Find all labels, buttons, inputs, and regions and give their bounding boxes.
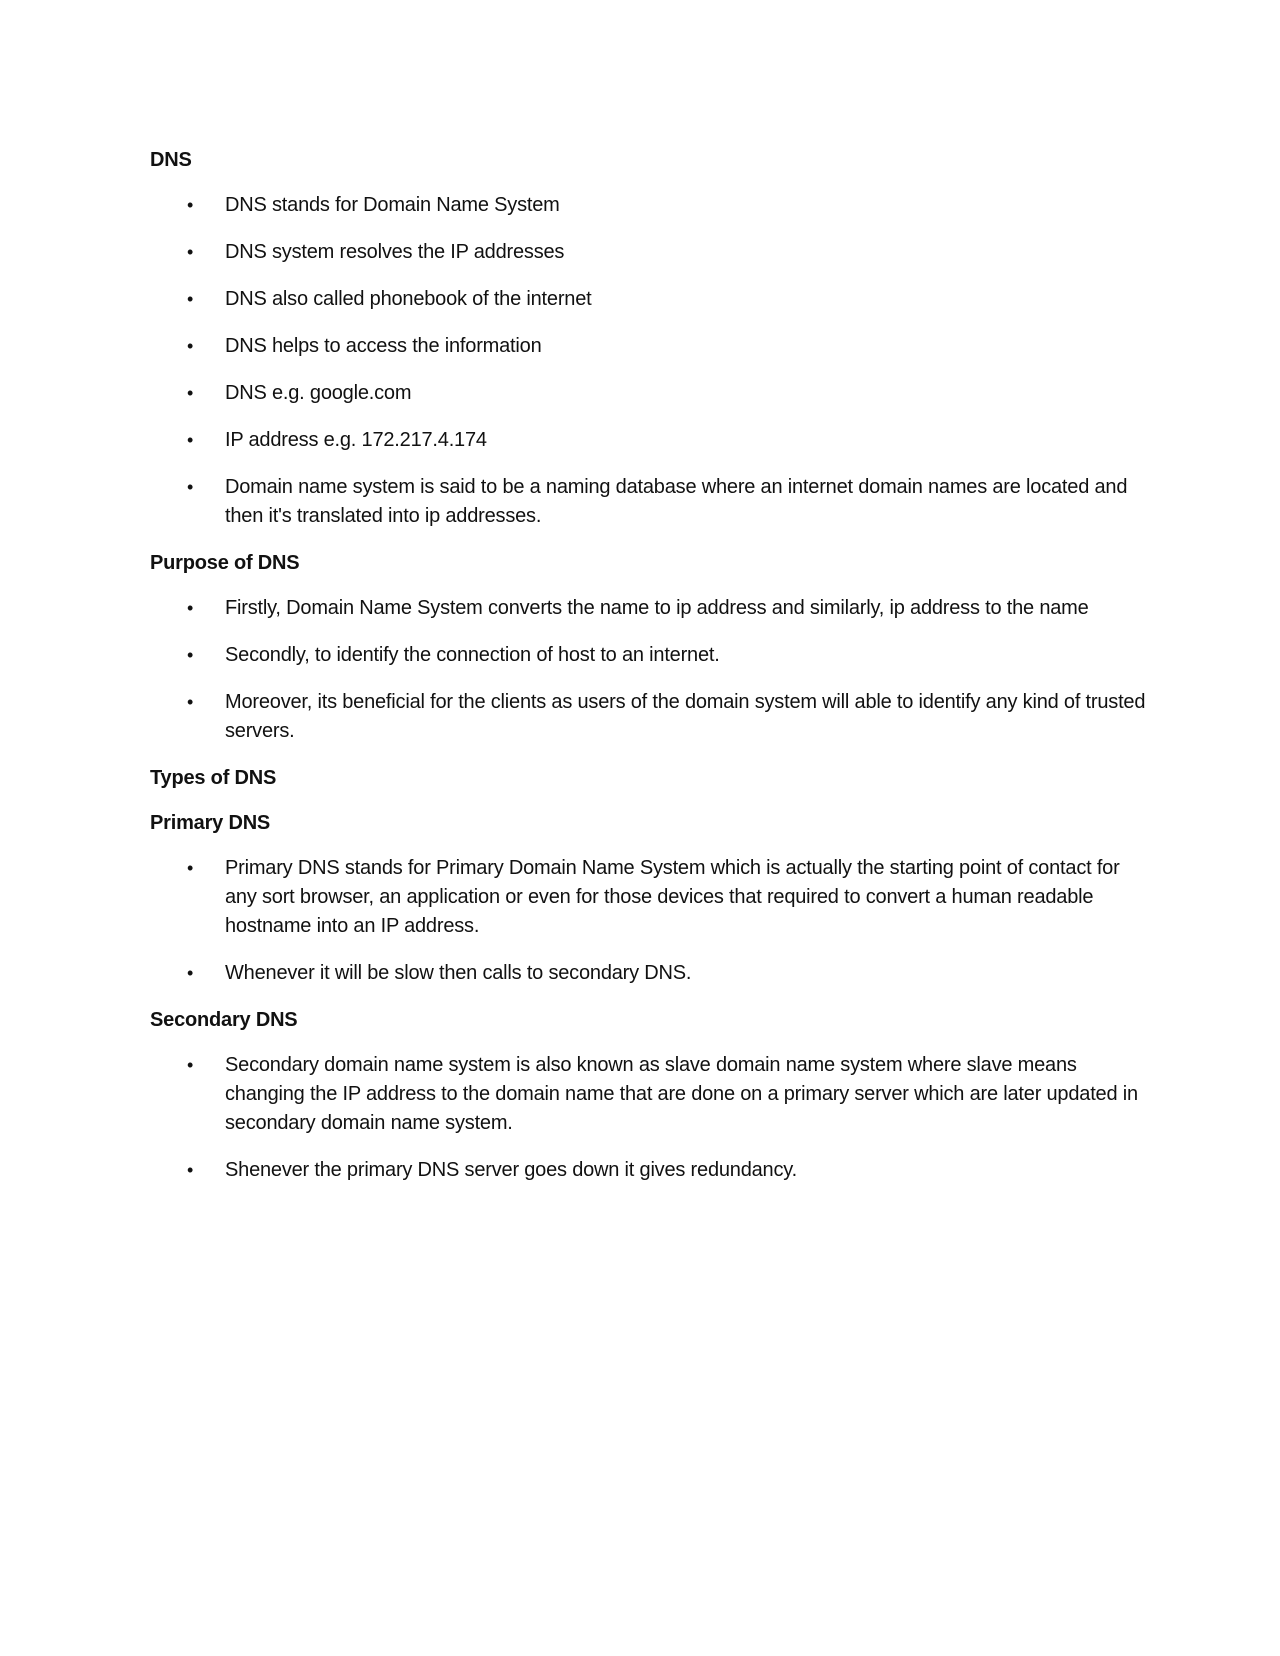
- bullet-icon: •: [187, 1055, 194, 1075]
- list-item: [150, 594, 1150, 623]
- purpose-bullet-list: [150, 594, 1150, 746]
- list-item-text: Secondly, to identify the connection of host to an internet.: [225, 644, 720, 666]
- section-heading-purpose: Purpose of DNS: [150, 552, 300, 574]
- list-item-text: Shenever the primary DNS server goes down it gives redundancy.: [225, 1159, 797, 1181]
- list-item-text: IP address e.g. 172.217.4.174: [225, 429, 487, 451]
- list-item: [150, 285, 1150, 314]
- primary-bullet-list: [150, 854, 1150, 988]
- list-item: [150, 688, 1150, 746]
- list-item-text: DNS also called phonebook of the internet: [225, 288, 592, 310]
- list-item-text: Secondary domain name system is also known as slave domain name system where slave means changing the IP address to the domain name that are done on a primary server which are later updated in secondary domain name system.: [225, 1054, 1138, 1134]
- bullet-icon: •: [187, 1160, 194, 1180]
- bullet-icon: •: [187, 242, 194, 262]
- list-item: [150, 854, 1150, 941]
- list-item-text: Domain name system is said to be a naming database where an internet domain names are located and then it's translated into ip addresses.: [225, 476, 1128, 527]
- list-item: [150, 332, 1150, 361]
- list-item-text: DNS helps to access the information: [225, 335, 542, 357]
- list-item-text: DNS stands for Domain Name System: [225, 194, 560, 216]
- section-heading-secondary: Secondary DNS: [150, 1009, 298, 1031]
- bullet-icon: •: [187, 598, 194, 618]
- bullet-icon: •: [187, 289, 194, 309]
- bullet-icon: •: [187, 336, 194, 356]
- list-item-text: DNS e.g. google.com: [225, 382, 412, 404]
- section-heading-types: Types of DNS: [150, 767, 277, 789]
- bullet-icon: •: [187, 477, 194, 497]
- list-item-text: DNS system resolves the IP addresses: [225, 241, 565, 263]
- list-item-text: Primary DNS stands for Primary Domain Name System which is actually the starting point of contact for any sort browser, an application or even for those devices that required to convert a human readable hostname into an IP address.: [225, 857, 1120, 937]
- list-item: [150, 1051, 1150, 1138]
- list-item: [150, 641, 1150, 670]
- list-item: [150, 191, 1150, 220]
- bullet-icon: •: [187, 195, 194, 215]
- list-item: [150, 473, 1150, 531]
- list-item: [150, 238, 1150, 267]
- list-item: [150, 426, 1150, 455]
- section-heading-primary: Primary DNS: [150, 812, 271, 834]
- secondary-bullet-list: [150, 1051, 1150, 1185]
- document-page: [150, 146, 1150, 1203]
- list-item-text: Whenever it will be slow then calls to secondary DNS.: [225, 962, 692, 984]
- bullet-icon: •: [187, 963, 194, 983]
- bullet-icon: •: [187, 645, 194, 665]
- section-heading-dns: DNS: [150, 149, 192, 171]
- list-item: [150, 959, 1150, 988]
- bullet-icon: •: [187, 692, 194, 712]
- list-item: [150, 1156, 1150, 1185]
- list-item-text: Moreover, its beneficial for the clients as users of the domain system will able to identify any kind of trusted servers.: [225, 691, 1146, 742]
- list-item: [150, 379, 1150, 408]
- dns-bullet-list: [150, 191, 1150, 531]
- bullet-icon: •: [187, 430, 194, 450]
- list-item-text: Firstly, Domain Name System converts the name to ip address and similarly, ip address to the name: [225, 597, 1089, 619]
- bullet-icon: •: [187, 858, 194, 878]
- bullet-icon: •: [187, 383, 194, 403]
